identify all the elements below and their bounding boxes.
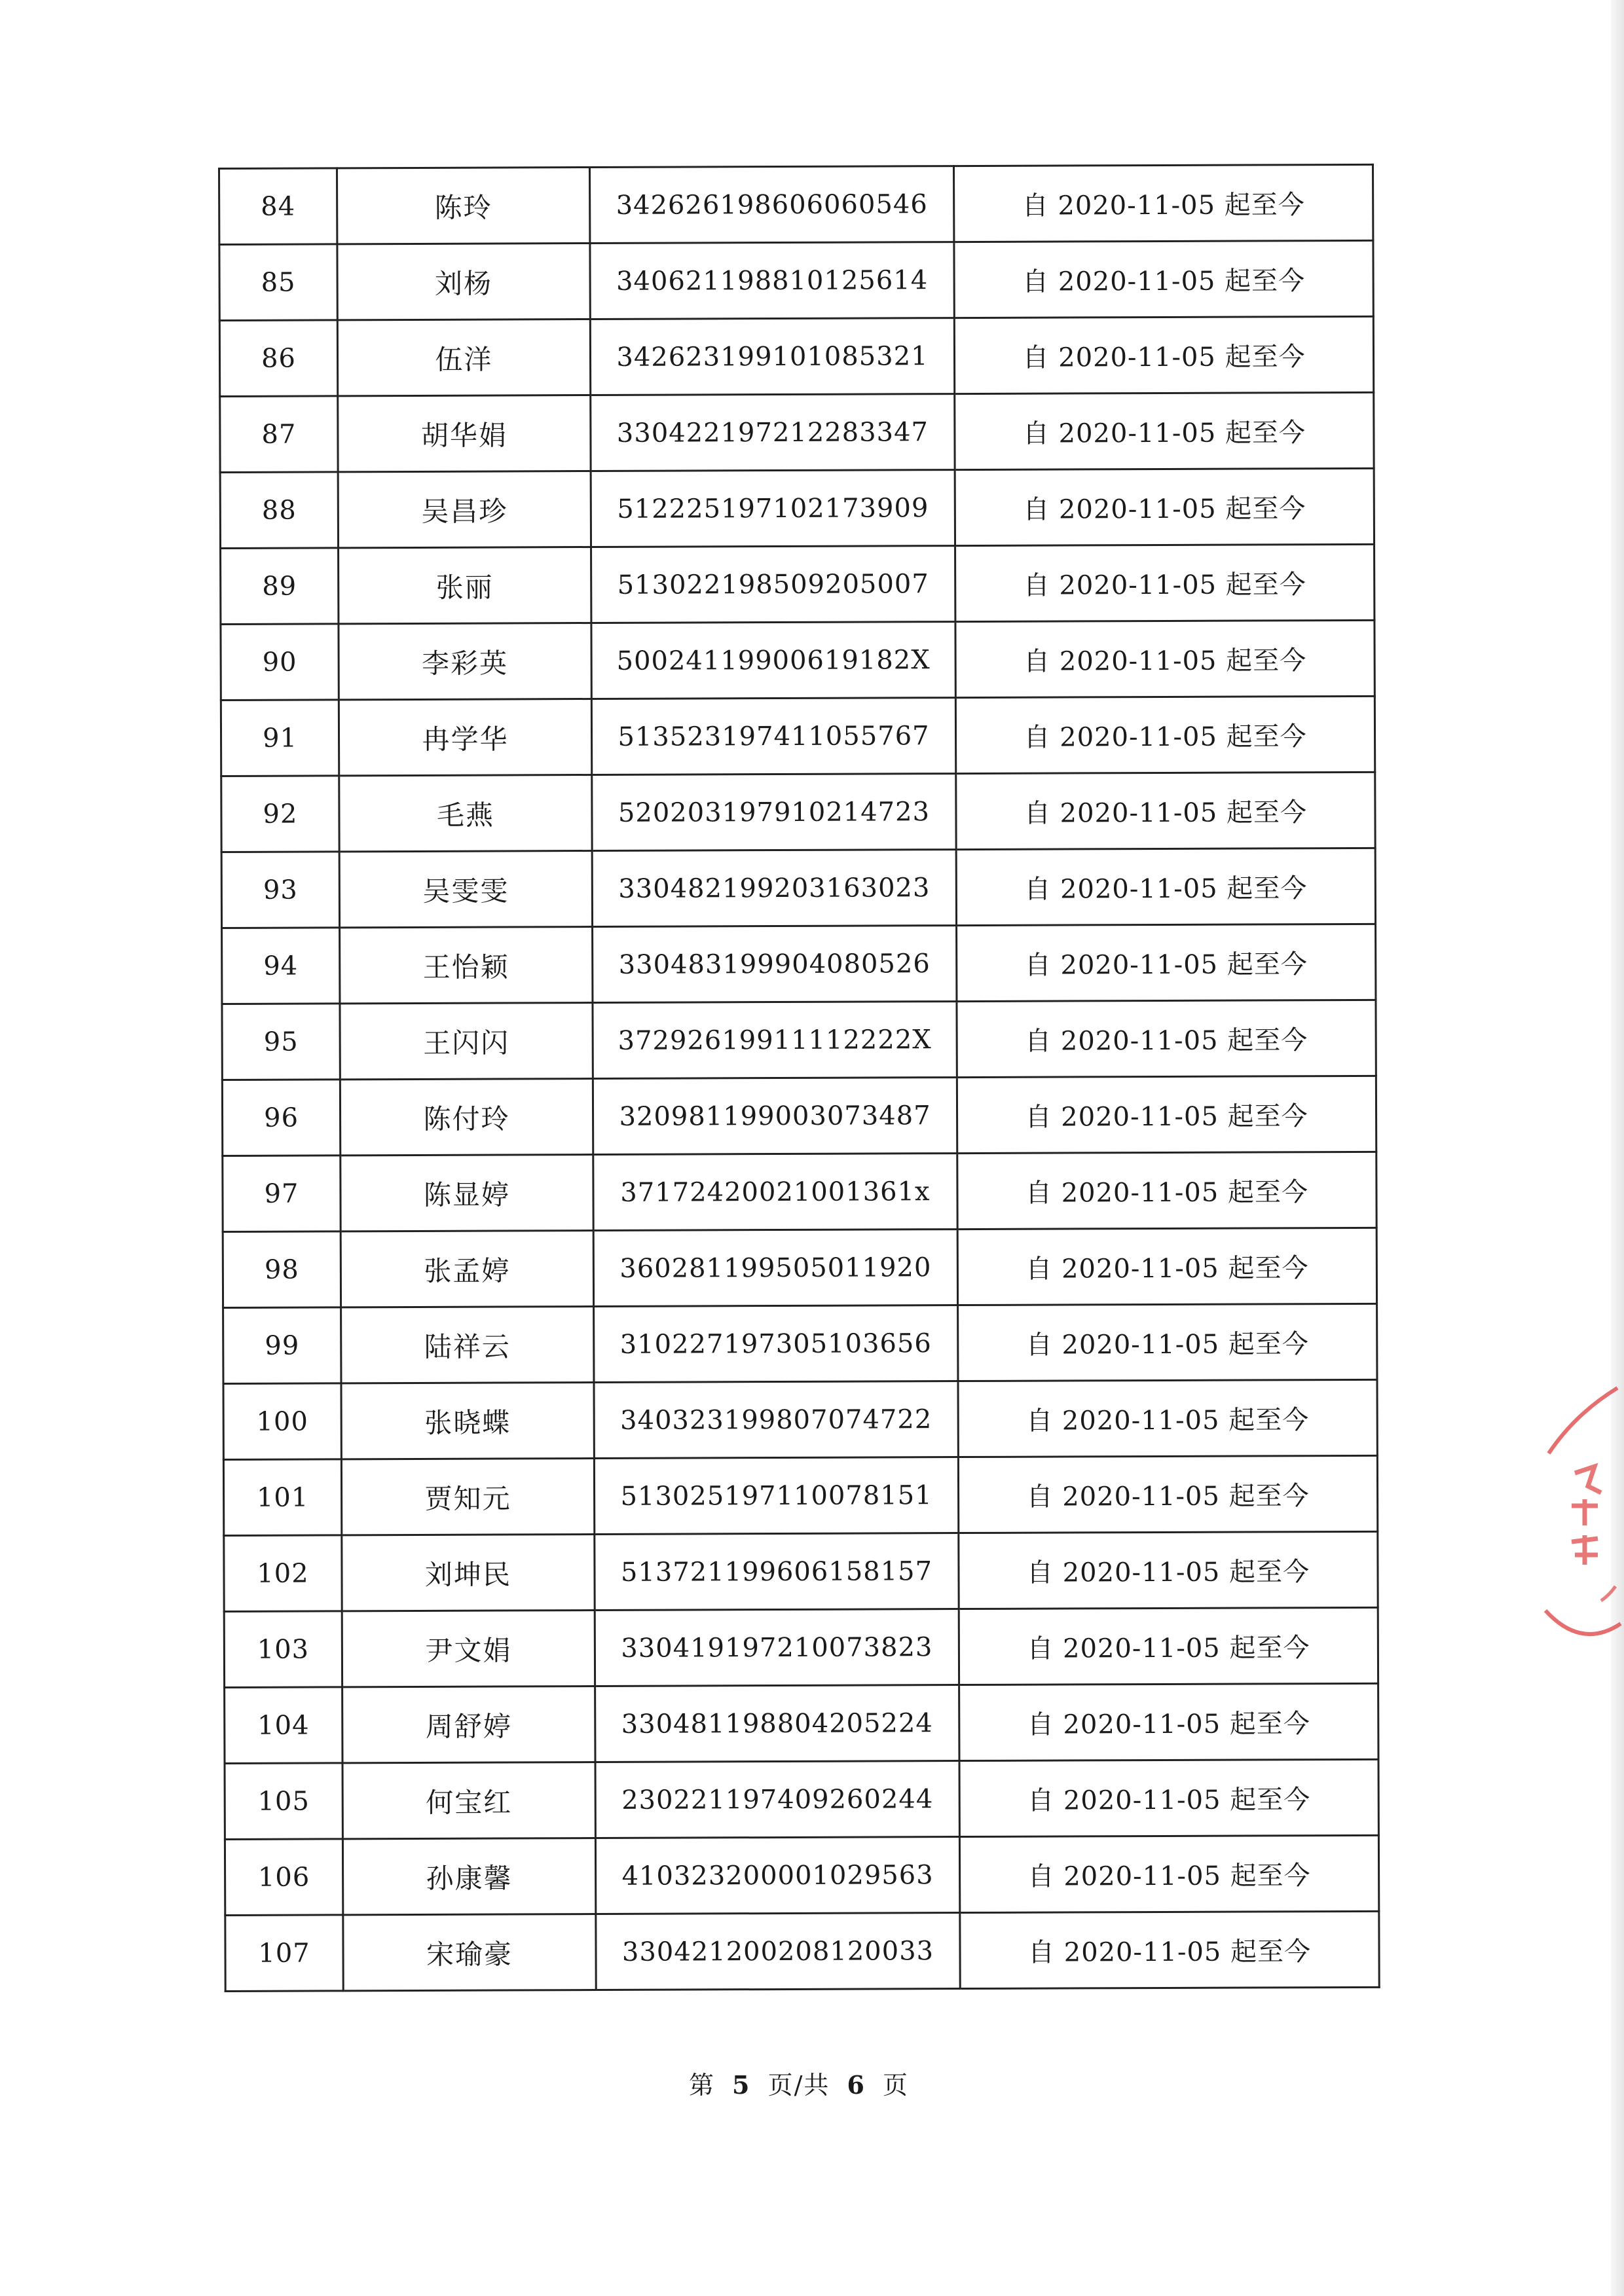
table-row [221, 544, 1375, 624]
period-cell: 自 2020-11-05 起至今 [957, 1000, 1376, 1077]
table-row [225, 1911, 1379, 1991]
footer-middle: 页/共 [767, 2071, 830, 2100]
table-row [219, 316, 1373, 396]
row-number-cell: 88 [220, 472, 338, 549]
row-number-cell: 92 [221, 776, 339, 852]
row-number-cell: 101 [223, 1459, 341, 1536]
period-cell: 自 2020-11-05 起至今 [957, 924, 1376, 1001]
id-number-cell: 330483199904080526 [593, 926, 957, 1003]
name-cell: 陈显婷 [341, 1155, 593, 1231]
period-cell: 自 2020-11-05 起至今 [958, 1303, 1377, 1381]
period-cell: 自 2020-11-05 起至今 [959, 1683, 1378, 1760]
table-row [219, 240, 1373, 320]
name-cell: 陈付玲 [340, 1079, 593, 1156]
period-cell: 自 2020-11-05 起至今 [959, 1531, 1378, 1609]
period-cell: 自 2020-11-05 起至今 [958, 1455, 1377, 1533]
id-number-cell: 340621198810125614 [590, 242, 954, 319]
row-number-cell: 98 [223, 1231, 341, 1308]
personnel-table [218, 164, 1380, 1992]
period-cell: 自 2020-11-05 起至今 [957, 1152, 1376, 1229]
footer-suffix: 页 [883, 2071, 910, 2100]
id-number-cell: 342623199101085321 [590, 318, 954, 395]
table-row [223, 1303, 1377, 1383]
total-page-number: 6 [847, 2070, 866, 2100]
period-cell: 自 2020-11-05 起至今 [953, 164, 1373, 242]
table-row [222, 1076, 1376, 1156]
id-number-cell: 342626198606060546 [590, 166, 954, 244]
row-number-cell: 104 [225, 1687, 342, 1764]
seal-mark-1 [1572, 1467, 1601, 1525]
id-number-cell: 310227197305103656 [594, 1305, 958, 1383]
name-cell: 孙康馨 [342, 1838, 595, 1915]
table-row [225, 1683, 1378, 1763]
period-cell: 自 2020-11-05 起至今 [959, 1759, 1378, 1836]
table-row [223, 1379, 1377, 1459]
id-number-cell: 512225197102173909 [591, 470, 955, 547]
page-edge-shadow [1611, 0, 1624, 2296]
period-cell: 自 2020-11-05 起至今 [954, 240, 1373, 318]
table-row [220, 468, 1374, 548]
id-number-cell: 230221197409260244 [595, 1761, 959, 1838]
row-number-cell: 100 [223, 1383, 341, 1460]
period-cell: 自 2020-11-05 起至今 [955, 696, 1375, 773]
table-row [225, 1759, 1378, 1839]
row-number-cell: 105 [225, 1763, 342, 1840]
name-cell: 贾知元 [341, 1459, 594, 1535]
name-cell: 吴雯雯 [339, 851, 592, 928]
name-cell: 王怡颖 [340, 927, 593, 1004]
name-cell: 周舒婷 [342, 1686, 595, 1763]
id-number-cell: 520203197910214723 [592, 774, 956, 851]
period-cell: 自 2020-11-05 起至今 [956, 848, 1375, 925]
name-cell: 吴昌珍 [338, 471, 591, 548]
name-cell: 张孟婷 [341, 1231, 593, 1307]
row-number-cell: 97 [223, 1156, 341, 1232]
row-number-cell: 107 [225, 1915, 343, 1992]
row-number-cell: 102 [224, 1535, 342, 1612]
row-number-cell: 95 [222, 1004, 340, 1080]
table-row [224, 1607, 1378, 1687]
table-body [219, 164, 1380, 1991]
table-row [223, 1152, 1376, 1231]
table-row [221, 620, 1375, 700]
id-number-cell: 37172420021001361x [593, 1154, 957, 1231]
seal-mark-2 [1572, 1535, 1598, 1565]
name-cell: 李彩英 [339, 623, 591, 700]
row-number-cell: 99 [223, 1307, 341, 1384]
id-number-cell: 340323199807074722 [594, 1381, 958, 1459]
name-cell: 张丽 [339, 547, 591, 624]
table-row [222, 924, 1376, 1004]
name-cell: 陆祥云 [341, 1307, 594, 1383]
period-cell: 自 2020-11-05 起至今 [955, 620, 1375, 697]
period-cell: 自 2020-11-05 起至今 [955, 468, 1374, 545]
row-number-cell: 96 [222, 1080, 340, 1156]
row-number-cell: 84 [219, 168, 337, 245]
table-row [223, 1455, 1377, 1535]
page-footer [0, 2065, 1598, 2101]
id-number-cell: 330421200208120033 [596, 1913, 960, 1990]
row-number-cell: 91 [221, 700, 339, 776]
row-number-cell: 90 [221, 624, 339, 701]
table-row [220, 392, 1374, 472]
period-cell: 自 2020-11-05 起至今 [958, 1379, 1377, 1457]
name-cell: 王闪闪 [340, 1003, 593, 1080]
name-cell: 毛燕 [339, 775, 592, 852]
row-number-cell: 87 [220, 396, 338, 473]
table-row [219, 164, 1373, 244]
id-number-cell: 330481198804205224 [595, 1685, 959, 1762]
name-cell: 伍洋 [337, 319, 590, 396]
name-cell: 胡华娟 [338, 395, 591, 472]
row-number-cell: 106 [225, 1839, 342, 1916]
period-cell: 自 2020-11-05 起至今 [954, 316, 1373, 393]
id-number-cell: 50024119900619182X [591, 622, 955, 699]
table-row [221, 848, 1375, 928]
name-cell: 宋瑜豪 [343, 1914, 596, 1991]
id-number-cell: 330482199203163023 [592, 850, 956, 927]
table-row [221, 772, 1375, 852]
period-cell: 自 2020-11-05 起至今 [960, 1911, 1379, 1988]
id-number-cell: 513022198509205007 [591, 546, 955, 623]
id-number-cell: 410323200001029563 [595, 1837, 959, 1914]
name-cell: 陈玲 [337, 168, 590, 244]
id-number-cell: 330419197210073823 [595, 1609, 959, 1686]
period-cell: 自 2020-11-05 起至今 [955, 544, 1375, 621]
seal-arc-upper [1549, 1388, 1617, 1453]
period-cell: 自 2020-11-05 起至今 [957, 1076, 1376, 1153]
row-number-cell: 103 [224, 1611, 342, 1688]
table-row [224, 1531, 1378, 1611]
row-number-cell: 85 [219, 244, 337, 321]
row-number-cell: 89 [221, 548, 339, 625]
table-row [225, 1835, 1378, 1915]
period-cell: 自 2020-11-05 起至今 [956, 772, 1375, 849]
id-number-cell: 320981199003073487 [593, 1078, 957, 1155]
period-cell: 自 2020-11-05 起至今 [955, 392, 1374, 469]
period-cell: 自 2020-11-05 起至今 [959, 1607, 1378, 1685]
id-number-cell: 330422197212283347 [591, 394, 955, 471]
id-number-cell: 513523197411055767 [591, 698, 955, 775]
id-number-cell: 513721199606158157 [595, 1533, 959, 1611]
period-cell: 自 2020-11-05 起至今 [957, 1228, 1376, 1305]
id-number-cell: 37292619911112222X [593, 1002, 957, 1079]
table-row [222, 1000, 1376, 1080]
name-cell: 刘杨 [337, 244, 590, 320]
id-number-cell: 513025197110078151 [594, 1457, 958, 1535]
row-number-cell: 86 [219, 320, 337, 397]
table-row [221, 696, 1375, 776]
name-cell: 刘坤民 [342, 1535, 595, 1611]
name-cell: 何宝红 [342, 1762, 595, 1839]
period-cell: 自 2020-11-05 起至今 [959, 1835, 1378, 1912]
id-number-cell: 360281199505011920 [593, 1230, 957, 1307]
row-number-cell: 94 [222, 928, 340, 1004]
current-page-number: 5 [732, 2070, 751, 2100]
name-cell: 冉学华 [339, 699, 591, 776]
seal-arc-lower [1545, 1611, 1621, 1634]
table-row [223, 1228, 1376, 1307]
row-number-cell: 93 [221, 852, 339, 928]
name-cell: 张晓蝶 [341, 1383, 594, 1459]
footer-prefix: 第 [688, 2071, 715, 2100]
name-cell: 尹文娟 [342, 1611, 595, 1687]
